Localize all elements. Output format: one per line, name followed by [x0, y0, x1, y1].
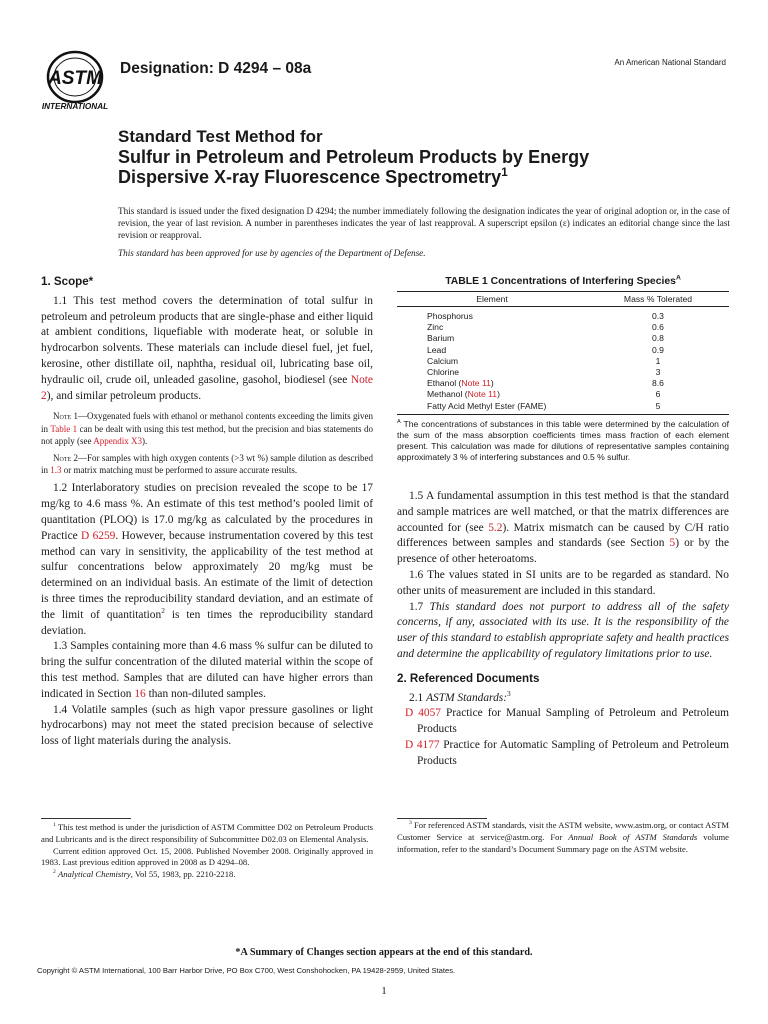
dod-approval-note: This standard has been approved for use by agencies of the Department of Defense.	[118, 248, 426, 258]
title-line-2: Sulfur in Petroleum and Petroleum Products by Energy	[118, 147, 590, 167]
footnotes-left	[41, 822, 373, 881]
link-d6259[interactable]: D 6259	[81, 529, 116, 542]
link-d4057[interactable]: D 4057	[405, 707, 442, 720]
link-section-16[interactable]: 16	[134, 687, 146, 700]
logo-subtext: INTERNATIONAL	[41, 102, 109, 111]
link-d4177[interactable]: D 4177	[405, 738, 440, 751]
footnote-1-current: Current edition approved Oct. 15, 2008. Published November 2008. Originally approved in 1983. Last previous edition approved in 2008 as D 4294–08.	[41, 845, 373, 868]
table-row: Chlorine 3	[427, 366, 661, 377]
title-line-1: Standard Test Method for	[118, 127, 323, 146]
link-note-11[interactable]: Note 11	[461, 378, 491, 389]
paragraph-1-5: 1.5 A fundamental assumption in this test method is that the standard and sample matrices are well matched, or that the matrix differences are accounted for (see 5.2). Matrix mismatch can be caused by C/H ratio differences between samples and standards (see Section 5) or by the presence of other heteroatoms.	[397, 490, 729, 566]
paragraph-2-1: 2.1 ASTM Standards:$^3$	[409, 688, 511, 704]
table-row: Ethanol (Note 11) 8.6	[427, 378, 664, 389]
table-row: Zinc 0.6	[427, 322, 664, 333]
paragraph-1-3: 1.3 Samples containing more than 4.6 mass % sulfur can be diluted to bring the sulfur concentration of the diluted material within the scope of this test method. Samples that are diluted can have higher errors than indicated in Section 16 than non-diluted samples.	[41, 640, 373, 700]
page-number: 1	[381, 985, 387, 997]
right-column	[397, 489, 729, 770]
link-note-11[interactable]: Note 11	[467, 389, 498, 400]
table-header	[397, 292, 729, 306]
table-row: Barium 0.8	[427, 333, 664, 344]
link-table-1[interactable]: Table 1	[50, 423, 78, 434]
link-1-3[interactable]: 1.3	[50, 465, 62, 476]
summary-of-changes-note: *A Summary of Changes section appears at the end of this standard.	[235, 947, 533, 958]
footnote-divider	[41, 818, 131, 819]
national-standard-label: An American National Standard	[614, 58, 726, 67]
table-row: Phosphorus 0.3	[427, 311, 664, 321]
link-note-2[interactable]: Note 2	[41, 373, 373, 402]
footnote-1: $^1$ This test method is under the jurisdiction of ASTM Committee D02 on Petroleum Products and Lubricants and is the direct responsibility of Subcommittee D02.03 on Elemental Analysis.	[41, 822, 373, 844]
section-heading-scope: 1. Scope*	[41, 275, 94, 288]
copyright: Copyright © ASTM International, 100 Barr Harbor Drive, PO Box C700, West Conshohocken, PA 19428-2959, United States.	[37, 966, 456, 975]
paragraph-1-2: 1.2 Interlaboratory studies on precision revealed the scope to be 17 mg/kg to 4.6 mass %. An estimate of this test method’s pooled limit of quantitation (PLOQ) is 17.0 mg/kg as calculated by the procedures in Practice D 6259. However, because instrumentation covered by this test method can vary in sensitivity, the applicability of the test method at sulfur concentrations below approximately 20 mg/kg must be determined on an individual basis. An estimate of the limit of detection is three times the reproducibility standard deviation, and an estimate of the limit of quantitation$^2$ is ten times the reproducibility standard deviation.	[41, 482, 374, 637]
column-header-mass: Mass % Tolerated	[623, 294, 693, 304]
issue-note: This standard is issued under the fixed designation D 4294; the number immediately following the designation indicates the year of original adoption or, in the case of revision, the year of last revision. A number in parentheses indicates the year of last reapproval. A superscript epsilon (ε) indicates an editorial change since the last revision or reapproval.	[118, 206, 730, 241]
left-column	[41, 274, 373, 750]
title-line-3: Dispersive X-ray Fluorescence Spectrometry$^1$	[118, 166, 508, 187]
table-row: Calcium 1	[427, 355, 661, 366]
title-footnote-mark: 1	[501, 166, 508, 179]
note-2: Note 2—For samples with high oxygen contents (>3 wt %) sample dilution as described in 1.3 or matrix matching must be performed to assure accurate results.	[41, 452, 373, 476]
link-section-5[interactable]: 5	[669, 537, 676, 550]
table-row: Methanol (Note 11) 6	[427, 389, 661, 400]
table-row: Fatty Acid Methyl Ester (FAME) 5	[427, 400, 661, 411]
paragraph-1-4: 1.4 Volatile samples (such as high vapor pressure gasolines or light hydrocarbons) may not meet the stated precision because of selective loss of light materials during the analysis.	[41, 703, 373, 748]
footnote-divider	[397, 818, 487, 819]
paragraph-1-7: 1.7 This standard does not purport to address all of the safety concerns, if any, associated with its use. It is the responsibility of the user of this standard to establish appropriate safety and health practices and determine the applicability of regulatory limitations prior to use.	[397, 600, 729, 660]
table-1-title: TABLE 1 Concentrations of Interfering Species$^A$	[445, 274, 681, 287]
note-1: Note 1—Oxygenated fuels with ethanol or methanol contents exceeding the limits given in Table 1 can be dealt with using this test method, but the precision and bias statements do not apply (see Appendix X3).	[41, 411, 374, 446]
footnote-2: $^2$ Analytical Chemistry, Vol 55, 1983, pp. 2210-2218.	[53, 869, 236, 880]
column-header-element: Element	[476, 294, 508, 304]
footnotes-right	[397, 820, 729, 855]
referenced-standard-d4057: D 4057 Practice for Manual Sampling of Petroleum and Petroleum Products	[405, 707, 730, 736]
designation: Designation: D 4294 – 08a	[120, 60, 312, 77]
footnote-3: $^3$ For referenced ASTM standards, visit the ASTM website, www.astm.org, or contact ASTM Customer Service at service@astm.org. For Annual Book of ASTM Standards volume information, refer to the standard’s Document Summary page on the ASTM website.	[397, 820, 729, 854]
logo-text: ASTM	[48, 68, 102, 89]
astm-logo-icon	[38, 50, 112, 112]
section-heading-referenced-documents: 2. Referenced Documents	[397, 671, 540, 685]
astm-logo	[38, 50, 112, 112]
table-row: Lead 0.9	[427, 344, 664, 355]
paragraph-1-1: 1.1 This test method covers the determination of total sulfur in petroleum and petroleum products that are single-phase and either liquid at ambient conditions, liquefiable with moderate heat, or soluble in hydrocarbon solvents. These materials can include diesel fuel, jet fuel, kerosine, other distillate oil, naphtha, residual oil, lubricating base oil, hydraulic oil, crude oil, unleaded gasoline, gasohol, biodiesel (see Note 2), and similar petroleum products.	[41, 294, 373, 402]
link-appendix-x3[interactable]: Appendix X3	[93, 435, 142, 446]
paragraph-1-6: 1.6 The values stated in SI units are to be regarded as standard. No other units of measurement are included in this standard.	[397, 568, 729, 597]
table-1	[397, 291, 729, 415]
table-1-footnote: $^A$ The concentrations of substances in this table were determined by the calculation of the sum of the mass absorption coefficients times mass fraction of each element present. This calculation was made for dilutions of representative samples containing approximately 3 % of interfering substances and 0.5 % sulfur.	[397, 419, 729, 462]
referenced-standard-d4177: D 4177 Practice for Automatic Sampling of Petroleum and Petroleum Products	[405, 738, 730, 767]
link-5-2[interactable]: 5.2	[488, 521, 503, 534]
document-title	[118, 127, 738, 187]
